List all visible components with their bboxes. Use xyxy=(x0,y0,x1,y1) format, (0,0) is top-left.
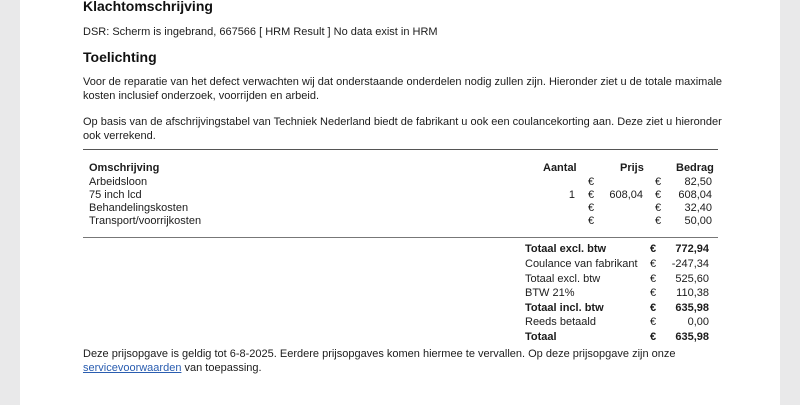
price-currency-symbol: € xyxy=(588,215,595,227)
service-terms-link[interactable]: servicevoorwaarden xyxy=(83,361,182,374)
totals-value: 635,98 xyxy=(675,331,709,343)
totals-label: BTW 21% xyxy=(525,287,575,299)
table-row-price: 608,04 xyxy=(609,189,643,201)
complaint-heading: Klachtomschrijving xyxy=(83,0,213,14)
totals-value: 635,98 xyxy=(675,302,709,314)
explanation-paragraph-2: Op basis van de afschrijvingstabel van Techniek Nederland biedt de fabrikant u ook een coulancekorting aan. Deze ziet u hieronder ook verrekend. xyxy=(83,116,722,142)
totals-label: Reeds betaald xyxy=(525,316,596,328)
totals-value: 0,00 xyxy=(687,316,709,328)
totals-currency-symbol: € xyxy=(650,258,657,270)
price-currency-symbol: € xyxy=(588,176,595,188)
document-page xyxy=(20,0,780,405)
price-currency-symbol: € xyxy=(588,189,595,201)
table-row-description: Arbeidsloon xyxy=(89,176,148,188)
table-top-rule xyxy=(83,149,718,150)
dsr-line: DSR: Scherm is ingebrand, 667566 [ HRM Result ] No data exist in HRM xyxy=(83,26,438,38)
amount-currency-symbol: € xyxy=(655,176,662,188)
totals-value: -247,34 xyxy=(671,258,709,270)
validity-footer xyxy=(83,348,733,375)
table-row-description: 75 inch lcd xyxy=(89,189,142,201)
totals-label: Totaal xyxy=(525,331,557,343)
col-header-quantity: Aantal xyxy=(543,162,577,174)
totals-value: 772,94 xyxy=(675,243,709,255)
totals-currency-symbol: € xyxy=(650,331,657,343)
amount-currency-symbol: € xyxy=(655,202,662,214)
totals-label: Totaal excl. btw xyxy=(525,243,607,255)
totals-currency-symbol: € xyxy=(650,243,657,255)
col-header-amount: Bedrag xyxy=(676,162,714,174)
totals-currency-symbol: € xyxy=(650,287,657,299)
table-row-quantity: 1 xyxy=(568,189,575,201)
col-header-description: Omschrijving xyxy=(89,162,160,174)
totals-value: 525,60 xyxy=(675,273,709,285)
table-row-amount: 50,00 xyxy=(684,215,712,227)
table-row-amount: 608,04 xyxy=(678,189,712,201)
explanation-paragraph-1: Voor de reparatie van het defect verwachten wij dat onderstaande onderdelen nodig zullen zijn. Hieronder ziet u de totale maximale kosten inclusief onderzoek, voorrijden en arbeid. xyxy=(83,76,723,102)
totals-label: Totaal incl. btw xyxy=(525,302,604,314)
table-row-amount: 32,40 xyxy=(684,202,712,214)
footer-text-end: van toepassing. xyxy=(184,361,262,374)
footer-text: Deze prijsopgave is geldig tot 6-8-2025. Eerdere prijsopgaves komen hiermee te vervallen. Op deze prijsopgave zijn onze xyxy=(83,348,676,360)
totals-label: Totaal excl. btw xyxy=(525,273,601,285)
table-row-description: Transport/voorrijkosten xyxy=(89,215,202,227)
amount-currency-symbol: € xyxy=(655,189,662,201)
col-header-price: Prijs xyxy=(620,162,644,174)
totals-label: Coulance van fabrikant xyxy=(525,258,638,270)
table-row-amount: 82,50 xyxy=(684,176,712,188)
totals-currency-symbol: € xyxy=(650,316,657,328)
price-currency-symbol: € xyxy=(588,202,595,214)
explanation-heading: Toelichting xyxy=(83,49,157,65)
totals-value: 110,38 xyxy=(676,287,709,299)
totals-currency-symbol: € xyxy=(650,273,657,285)
amount-currency-symbol: € xyxy=(655,215,662,227)
table-row-description: Behandelingskosten xyxy=(89,202,189,214)
totals-top-rule xyxy=(83,237,718,238)
totals-currency-symbol: € xyxy=(650,302,657,314)
